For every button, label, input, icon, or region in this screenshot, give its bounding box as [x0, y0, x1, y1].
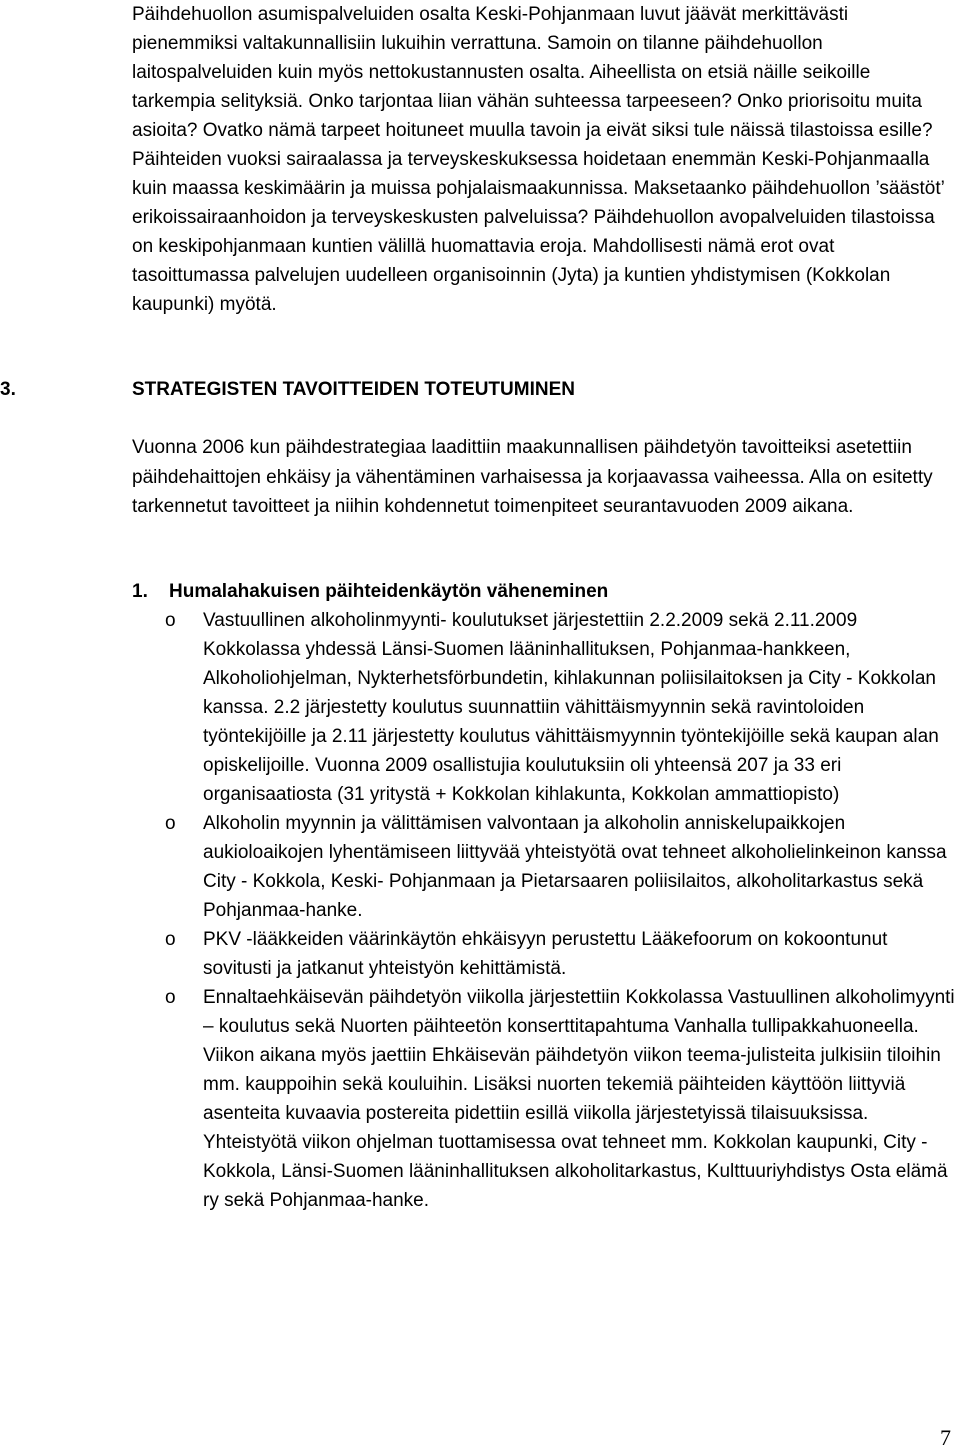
goal-item-list [0, 606, 960, 1215]
intro-paragraph: Päihdehuollon asumispalveluiden osalta Keski-Pohjanmaan luvut jäävät merkittävästi pienemmiksi valtakunnallisiin lukuihin verrattuna. Samoin on tilanne päihdehuollon laitospalveluiden kuin myös nettokustannusten osalta. Aiheellista on etsiä näille seikoille tarkempia selityksiä. Onko tarjontaa liian vähän suhteessa tarpeeseen? Onko priorisoitu muita asioita? Ovatko nämä tarpeet hoituneet muulla tavoin ja eivät siksi tule näissä tilastoissa esille? Päihteiden vuoksi sairaalassa ja terveyskeskuksessa hoidetaan enemmän Keski-Pohjanmaalla kuin maassa keskimäärin ja muissa pohjalaismaakunnissa. Maksetaanko päihdehuollon ’säästöt’ erikoissairaanhoidon ja terveyskeskusten palveluissa? Päihdehuollon avopalveluiden tilastoissa on keskipohjanmaan kuntien välillä huomattavia eroja. Mahdollisesti nämä erot ovat tasoittumassa palvelujen uudelleen organisoinnin (Jyta) ja kuntien yhdistymisen (Kokkolan kaupunki) myötä. [132, 4, 945, 315]
bullet-marker: o [165, 813, 176, 834]
list-item [0, 983, 960, 1215]
list-item-text: Vastuullinen alkoholinmyynti- koulutukset järjestettiin 2.2.2009 sekä 2.11.2009 Kokkolassa yhdessä Länsi-Suomen lääninhallituksen, Pohjanmaa-hankkeen, Alkoholiohjelman, Nykterhetsförbundetin, kihlakunnan poliisilaitoksen ja City - Kokkolan kanssa. 2.2 järjestetty koulutus suunnattiin vähittäismyynnin sekä ravintoloiden työntekijöille ja 2.11 järjestetty koulutus vähittäismyynnin työntekijöille sekä kaupan alan opiskelijoille. Vuonna 2009 osallistujia koulutuksiin oli yhteensä 207 ja 33 eri organisaatiosta (31 yritystä + Kokkolan kihlakunta, Kokkolan ammattiopisto) [203, 610, 939, 805]
list-item-text: PKV -lääkkeiden väärinkäytön ehkäisyyn perustettu Lääkefoorum on kokoontunut sovitusti ja jatkanut yhteistyön kehittämistä. [203, 929, 888, 979]
list-item [0, 809, 960, 925]
list-item-text: Ennaltaehkäisevän päihdetyön viikolla järjestettiin Kokkolassa Vastuullinen alkoholimyynti – koulutus sekä Nuorten päihteetön konserttitapahtuma Vanhalla tullipakkahuoneella. Viikon aikana myös jaettiin Ehkäisevän päihdetyön viikon teema-julisteita julkisiin tiloihin mm. kauppoihin sekä kouluihin. Lisäksi nuorten tekemiä päihteiden käyttöön liittyviä asenteita kuvaavia postereita pidettiin esillä viikolla järjestetyissä tilaisuuksissa. Yhteistyötä viikon ohjelman tuottamisessa ovat tehneet mm. Kokkolan kaupunki, City - Kokkola, Länsi-Suomen lääninhallituksen alkoholitarkastus, Kulttuuriyhdistys Osta elämä ry sekä Pohjanmaa-hanke. [203, 987, 955, 1211]
list-item-text: Alkoholin myynnin ja välittämisen valvontaan ja alkoholin anniskelupaikkojen aukioloaikojen lyhentämiseen liittyvää yhteistyötä ovat tehneet alkoholielinkeinon kanssa City - Kokkola, Keski- Pohjanmaan ja Pietarsaaren poliisilaitos, alkoholitarkastus sekä Pohjanmaa-hanke. [203, 813, 947, 921]
section-title: STRATEGISTEN TAVOITTEIDEN TOTEUTUMINEN [132, 379, 575, 400]
bullet-marker: o [165, 929, 176, 950]
bullet-marker: o [165, 987, 176, 1008]
section-paragraph: Vuonna 2006 kun päihdestrategiaa laadittiin maakunnallisen päihdetyön tavoitteiksi asetettiin päihdehaittojen ehkäisy ja vähentäminen varhaisessa ja korjaavassa vaiheessa. Alla on esitetty tarkennetut tavoitteet ja niihin kohdennetut toimenpiteet seurantavuoden 2009 aikana. [132, 437, 933, 517]
goal-title: Humalahakuisen päihteidenkäytön väheneminen [169, 581, 609, 602]
section-number: 3. [0, 379, 16, 400]
list-item [0, 606, 960, 809]
goal-number: 1. [132, 581, 148, 602]
bullet-marker: o [165, 610, 176, 631]
section-heading [0, 374, 960, 406]
goal-heading [132, 577, 954, 606]
list-item [0, 925, 960, 983]
page-number: 7 [940, 1425, 951, 1450]
